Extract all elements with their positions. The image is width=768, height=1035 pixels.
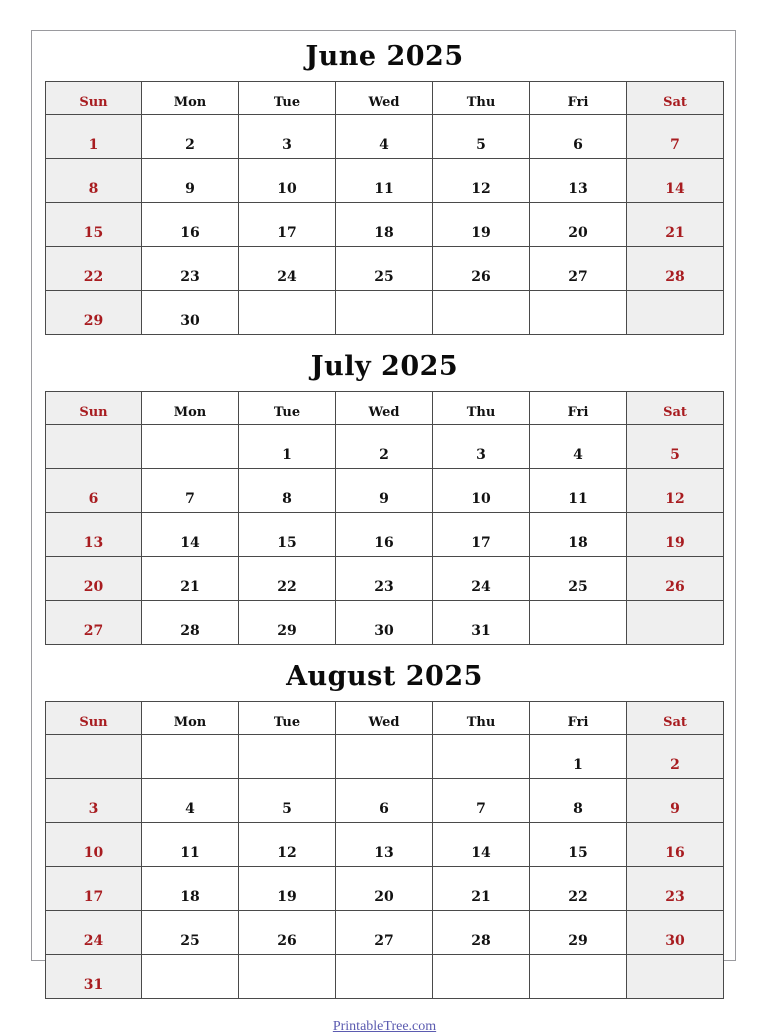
day-cell[interactable]: 25	[530, 557, 627, 601]
day-cell[interactable]: 28	[433, 911, 530, 955]
day-cell[interactable]: 28	[142, 601, 239, 645]
weekday-header-wed: Wed	[336, 392, 433, 425]
footer	[45, 999, 724, 1035]
weekday-header-row	[46, 82, 724, 115]
day-cell[interactable]: 3	[46, 779, 142, 823]
day-cell[interactable]	[627, 955, 724, 999]
day-cell[interactable]: 29	[46, 291, 142, 335]
week-row	[46, 513, 724, 557]
day-cell[interactable]: 31	[433, 601, 530, 645]
day-cell[interactable]: 5	[239, 779, 336, 823]
day-cell[interactable]	[627, 601, 724, 645]
day-cell[interactable]: 5	[433, 115, 530, 159]
day-cell[interactable]: 18	[530, 513, 627, 557]
day-cell[interactable]: 7	[142, 469, 239, 513]
day-cell[interactable]: 26	[433, 247, 530, 291]
calendar-grid-august	[45, 701, 724, 999]
day-cell[interactable]: 3	[433, 425, 530, 469]
day-cell[interactable]: 27	[530, 247, 627, 291]
week-row	[46, 779, 724, 823]
day-cell[interactable]: 27	[46, 601, 142, 645]
day-cell[interactable]: 7	[627, 115, 724, 159]
calendar-page	[31, 30, 736, 1034]
day-cell[interactable]: 14	[142, 513, 239, 557]
week-row	[46, 425, 724, 469]
day-cell[interactable]: 1	[530, 735, 627, 779]
day-cell[interactable]	[627, 291, 724, 335]
weekday-header-mon: Mon	[142, 702, 239, 735]
printabletree-link[interactable]: PrintableTree.com	[332, 1019, 437, 1034]
day-cell[interactable]: 10	[433, 469, 530, 513]
day-cell[interactable]: 17	[46, 867, 142, 911]
day-cell[interactable]: 31	[46, 955, 142, 999]
calendar-page-inner	[45, 31, 724, 1035]
weekday-header-fri: Fri	[530, 82, 627, 115]
day-cell[interactable]	[142, 735, 239, 779]
day-cell[interactable]	[239, 735, 336, 779]
day-cell[interactable]: 9	[336, 469, 433, 513]
day-cell[interactable]: 11	[142, 823, 239, 867]
day-cell[interactable]: 8	[239, 469, 336, 513]
week-row	[46, 469, 724, 513]
day-cell[interactable]	[530, 955, 627, 999]
day-cell[interactable]: 8	[530, 779, 627, 823]
week-row	[46, 601, 724, 645]
day-cell[interactable]: 12	[239, 823, 336, 867]
day-cell[interactable]: 11	[336, 159, 433, 203]
day-cell[interactable]: 3	[239, 115, 336, 159]
day-cell[interactable]: 13	[336, 823, 433, 867]
day-cell[interactable]: 16	[142, 203, 239, 247]
day-cell[interactable]: 28	[627, 247, 724, 291]
day-cell[interactable]: 20	[46, 557, 142, 601]
weekday-header-sat: Sat	[627, 82, 724, 115]
day-cell[interactable]: 23	[142, 247, 239, 291]
day-cell[interactable]: 6	[530, 115, 627, 159]
weekday-header-fri: Fri	[530, 702, 627, 735]
weekday-header-thu: Thu	[433, 702, 530, 735]
day-cell[interactable]: 2	[336, 425, 433, 469]
day-cell[interactable]: 10	[46, 823, 142, 867]
day-cell[interactable]: 26	[239, 911, 336, 955]
day-cell[interactable]: 24	[239, 247, 336, 291]
day-cell[interactable]: 18	[142, 867, 239, 911]
week-row	[46, 867, 724, 911]
weekday-header-wed: Wed	[336, 82, 433, 115]
weekday-header-sun: Sun	[46, 702, 142, 735]
day-cell[interactable]: 17	[239, 203, 336, 247]
week-row	[46, 735, 724, 779]
week-row	[46, 955, 724, 999]
day-cell[interactable]	[336, 291, 433, 335]
day-cell[interactable]	[142, 955, 239, 999]
day-cell[interactable]: 19	[627, 513, 724, 557]
day-cell[interactable]: 4	[530, 425, 627, 469]
weekday-header-sun: Sun	[46, 82, 142, 115]
weekday-header-tue: Tue	[239, 82, 336, 115]
day-cell[interactable]: 16	[336, 513, 433, 557]
week-row	[46, 823, 724, 867]
day-cell[interactable]: 22	[530, 867, 627, 911]
weekday-header-tue: Tue	[239, 702, 336, 735]
day-cell[interactable]	[239, 291, 336, 335]
day-cell[interactable]: 15	[239, 513, 336, 557]
day-cell[interactable]: 9	[627, 779, 724, 823]
day-cell[interactable]	[530, 601, 627, 645]
day-cell[interactable]: 16	[627, 823, 724, 867]
day-cell[interactable]: 22	[46, 247, 142, 291]
weekday-header-row	[46, 392, 724, 425]
day-cell[interactable]: 21	[433, 867, 530, 911]
weekday-header-sun: Sun	[46, 392, 142, 425]
day-cell[interactable]: 29	[239, 601, 336, 645]
weekday-header-thu: Thu	[433, 392, 530, 425]
day-cell[interactable]: 11	[530, 469, 627, 513]
day-cell[interactable]: 13	[46, 513, 142, 557]
weekday-header-sat: Sat	[627, 392, 724, 425]
day-cell[interactable]: 21	[627, 203, 724, 247]
day-cell[interactable]	[530, 291, 627, 335]
day-cell[interactable]: 27	[336, 911, 433, 955]
day-cell[interactable]: 24	[46, 911, 142, 955]
day-cell[interactable]: 4	[142, 779, 239, 823]
day-cell[interactable]: 1	[239, 425, 336, 469]
day-cell[interactable]: 12	[627, 469, 724, 513]
day-cell[interactable]: 14	[627, 159, 724, 203]
day-cell[interactable]: 13	[530, 159, 627, 203]
weekday-header-tue: Tue	[239, 392, 336, 425]
day-cell[interactable]: 10	[239, 159, 336, 203]
day-cell[interactable]: 12	[433, 159, 530, 203]
week-row	[46, 247, 724, 291]
day-cell[interactable]	[336, 735, 433, 779]
day-cell[interactable]: 23	[336, 557, 433, 601]
day-cell[interactable]: 6	[46, 469, 142, 513]
day-cell[interactable]: 25	[336, 247, 433, 291]
month-title-august: August 2025	[286, 661, 483, 692]
day-cell[interactable]: 30	[336, 601, 433, 645]
day-cell[interactable]: 2	[627, 735, 724, 779]
day-cell[interactable]	[239, 955, 336, 999]
week-row	[46, 911, 724, 955]
day-cell[interactable]: 4	[336, 115, 433, 159]
weekday-header-fri: Fri	[530, 392, 627, 425]
day-cell[interactable]: 20	[336, 867, 433, 911]
week-row	[46, 203, 724, 247]
day-cell[interactable]: 1	[46, 115, 142, 159]
week-row	[46, 557, 724, 601]
day-cell[interactable]: 30	[627, 911, 724, 955]
day-cell[interactable]	[142, 425, 239, 469]
week-row	[46, 159, 724, 203]
day-cell[interactable]: 21	[142, 557, 239, 601]
day-cell[interactable]: 20	[530, 203, 627, 247]
day-cell[interactable]: 23	[627, 867, 724, 911]
month-block-july	[45, 335, 724, 645]
day-cell[interactable]	[336, 955, 433, 999]
day-cell[interactable]: 8	[46, 159, 142, 203]
day-cell[interactable]: 29	[530, 911, 627, 955]
month-title-june: June 2025	[305, 41, 464, 72]
day-cell[interactable]	[433, 955, 530, 999]
weekday-header-thu: Thu	[433, 82, 530, 115]
month-title-july: July 2025	[310, 351, 459, 382]
day-cell[interactable]	[46, 735, 142, 779]
calendar-grid-june	[45, 81, 724, 335]
day-cell[interactable]: 7	[433, 779, 530, 823]
day-cell[interactable]: 24	[433, 557, 530, 601]
day-cell[interactable]: 26	[627, 557, 724, 601]
month-block-august	[45, 645, 724, 999]
day-cell[interactable]	[46, 425, 142, 469]
day-cell[interactable]: 19	[433, 203, 530, 247]
day-cell[interactable]: 15	[530, 823, 627, 867]
weekday-header-wed: Wed	[336, 702, 433, 735]
day-cell[interactable]: 9	[142, 159, 239, 203]
day-cell[interactable]	[433, 735, 530, 779]
day-cell[interactable]: 15	[46, 203, 142, 247]
day-cell[interactable]: 18	[336, 203, 433, 247]
day-cell[interactable]: 19	[239, 867, 336, 911]
day-cell[interactable]: 30	[142, 291, 239, 335]
weekday-header-sat: Sat	[627, 702, 724, 735]
day-cell[interactable]: 6	[336, 779, 433, 823]
week-row	[46, 291, 724, 335]
calendar-grid-july	[45, 391, 724, 645]
day-cell[interactable]	[433, 291, 530, 335]
day-cell[interactable]: 17	[433, 513, 530, 557]
day-cell[interactable]: 2	[142, 115, 239, 159]
weekday-header-mon: Mon	[142, 392, 239, 425]
month-block-june	[45, 31, 724, 335]
day-cell[interactable]: 14	[433, 823, 530, 867]
day-cell[interactable]: 5	[627, 425, 724, 469]
weekday-header-row	[46, 702, 724, 735]
week-row	[46, 115, 724, 159]
day-cell[interactable]: 22	[239, 557, 336, 601]
weekday-header-mon: Mon	[142, 82, 239, 115]
day-cell[interactable]: 25	[142, 911, 239, 955]
